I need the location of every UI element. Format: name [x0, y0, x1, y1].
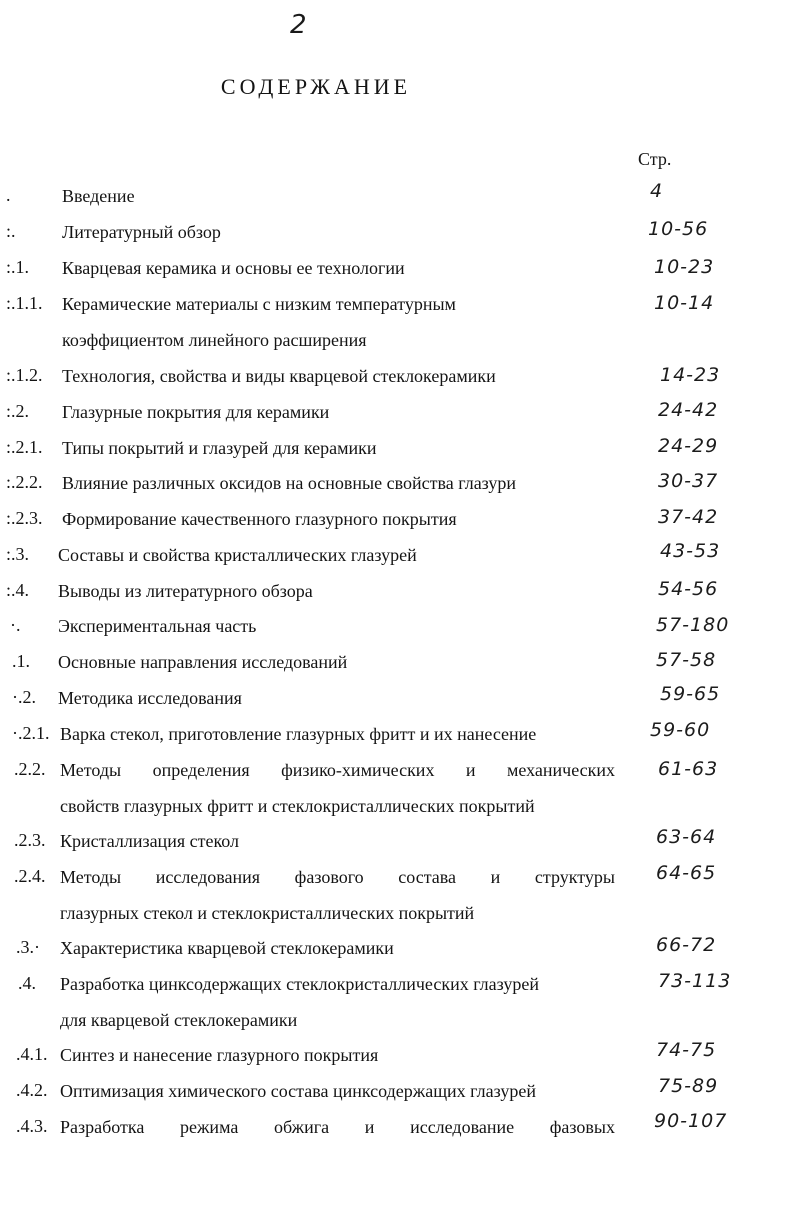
page-column-header: Стр. — [638, 149, 672, 169]
toc-entry-pages: 10-56 — [648, 218, 709, 240]
toc-entry-pages: 90-107 — [654, 1110, 728, 1132]
toc-entry-title-continued: глазурных стекол и стеклокристаллических покрытий — [60, 903, 475, 923]
toc-entry-number: .3.· — [16, 937, 40, 957]
toc-entry-title-continued: свойств глазурных фритт и стеклокристаллических покрытий — [60, 796, 535, 816]
toc-entry-title: Технология, свойства и виды кварцевой стеклокерамики — [62, 366, 496, 386]
toc-entry-pages: 43-53 — [660, 540, 721, 562]
toc-entry-title: Разработка режима обжига и исследование фазовых — [60, 1117, 615, 1137]
toc-entry-number: :.2.1. — [6, 437, 43, 457]
page-number: 2 — [290, 10, 307, 40]
toc-entry-pages: 73-113 — [658, 970, 732, 992]
toc-entry-title: Разработка цинксодержащих стеклокристаллических глазурей — [60, 974, 540, 994]
toc-entry-title: Варка стекол, приготовление глазурных фритт и их нанесение — [60, 724, 537, 744]
toc-entry-number: :.1.2. — [6, 365, 43, 385]
toc-entry-number: .2.2. — [14, 759, 46, 779]
toc-entry-pages: 30-37 — [658, 470, 719, 492]
toc-entry-title: Синтез и нанесение глазурного покрытия — [60, 1045, 379, 1065]
toc-entry-title: Кварцевая керамика и основы ее технологии — [62, 258, 405, 278]
toc-entry-title: Формирование качественного глазурного покрытия — [62, 509, 457, 529]
toc-entry-title-continued: для кварцевой стеклокерамики — [60, 1010, 298, 1030]
toc-entry-number: ·.2. — [12, 687, 36, 707]
toc-entry-number: :.4. — [6, 580, 30, 600]
toc-entry-title: Глазурные покрытия для керамики — [62, 402, 330, 422]
toc-entry-title: Введение — [62, 186, 135, 206]
toc-entry-number: :. — [6, 221, 16, 241]
toc-entry-number: :.1.1. — [6, 293, 43, 313]
toc-entry-pages: 54-56 — [658, 578, 719, 600]
toc-entry-number: .4.3. — [16, 1116, 48, 1136]
toc-entry-number: :.2.2. — [6, 472, 43, 492]
toc-entry-number: ·.2.1. — [12, 723, 50, 743]
toc-entry-number: .2.4. — [14, 866, 46, 886]
toc-entry-title: Влияние различных оксидов на основные свойства глазури — [62, 473, 517, 493]
toc-entry-pages: 75-89 — [658, 1075, 719, 1097]
toc-entry-pages: 10-14 — [654, 292, 715, 314]
toc-entry-title: Методы исследования фазового состава и структуры — [60, 867, 615, 887]
toc-entry-title: Оптимизация химического состава цинксодержащих глазурей — [60, 1081, 536, 1101]
toc-entry-number: .1. — [12, 651, 30, 671]
toc-entry-title: Экспериментальная часть — [58, 616, 257, 636]
toc-entry-pages: 24-42 — [658, 399, 719, 421]
toc-entry-pages: 57-58 — [656, 649, 717, 671]
toc-entry-pages: 64-65 — [656, 862, 717, 884]
toc-entry-title: Методика исследования — [58, 688, 242, 708]
toc-entry-title: Составы и свойства кристаллических глазурей — [58, 545, 417, 565]
toc-entry-pages: 24-29 — [658, 435, 719, 457]
toc-entry-number: .4. — [18, 973, 36, 993]
toc-entry-number: :.3. — [6, 544, 30, 564]
toc-entry-pages: 14-23 — [660, 364, 721, 386]
toc-entry-number: ·. — [10, 615, 21, 635]
toc-entry-pages: 59-65 — [660, 683, 721, 705]
toc-entry-pages: 10-23 — [654, 256, 715, 278]
toc-entry-title: Характеристика кварцевой стеклокерамики — [60, 938, 394, 958]
toc-entry-pages: 59-60 — [650, 719, 711, 741]
toc-entry-title: Литературный обзор — [62, 222, 221, 242]
toc-entry-number: . — [6, 185, 11, 205]
toc-entry-pages: 63-64 — [656, 826, 717, 848]
toc-entry-pages: 4 — [650, 180, 664, 202]
toc-entry-number: .4.2. — [16, 1080, 48, 1100]
toc-entry-title: Методы определения физико-химических и механических — [60, 760, 615, 780]
toc-entry-pages: 74-75 — [656, 1039, 717, 1061]
toc-entry-number: .4.1. — [16, 1044, 48, 1064]
toc-entry-title-continued: коэффициентом линейного расширения — [62, 330, 367, 350]
toc-entry-title: Керамические материалы с низким температурным — [62, 294, 456, 314]
toc-entry-pages: 66-72 — [656, 934, 717, 956]
toc-entry-number: :.2.3. — [6, 508, 43, 528]
toc-entry-pages: 57-180 — [656, 614, 730, 636]
toc-entry-pages: 37-42 — [658, 506, 719, 528]
toc-entry-number: .2.3. — [14, 830, 46, 850]
toc-entry-number: :.2. — [6, 401, 30, 421]
toc-entry-title: Кристаллизация стекол — [60, 831, 240, 851]
toc-entry-number: :.1. — [6, 257, 30, 277]
toc-entry-title: Типы покрытий и глазурей для керамики — [62, 438, 377, 458]
toc-entry-title: Основные направления исследований — [58, 652, 348, 672]
toc-entry-title: Выводы из литературного обзора — [58, 581, 313, 601]
page-title: СОДЕРЖАНИЕ — [220, 74, 412, 99]
toc-entry-pages: 61-63 — [658, 758, 719, 780]
